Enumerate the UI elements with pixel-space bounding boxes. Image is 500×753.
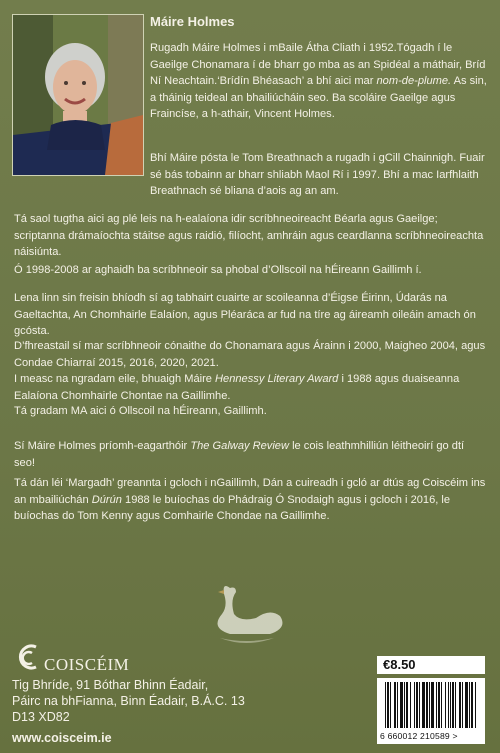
barcode-bar xyxy=(475,682,476,728)
barcode-bar xyxy=(471,682,473,728)
bio-paragraph-3: Tá saol tugtha aici ag plé leis na h-ealaíona idir scríbhneoireacht Béarla agus Gaeilge; scriptanna drámaíochta stáitse agus raidió, filíocht, amhráin agus ceardlanna scríbhneoireachta náisiúnta. xyxy=(14,213,484,259)
barcode-bar xyxy=(448,682,449,728)
barcode-bar xyxy=(431,682,434,728)
bio-paragraph-10: Tá dán léi ‘Margadh’ greannta i gcloch i nGaillimh, Dán a cuireadh i gcló ar dtús ag Coiscéim ins an mbailiúchán Dúrún 1988 le buíochas do Phádraig Ó Snodaigh agus i gcloch i 2016, le buíochas do Tom Kenny agus Comhairle Chondae na Gaillimhe. xyxy=(14,477,486,523)
barcode-bar xyxy=(465,682,468,728)
barcode-bar xyxy=(404,682,405,728)
barcode-bar xyxy=(455,682,456,728)
barcode-bar xyxy=(400,682,403,728)
barcode-bar xyxy=(436,682,437,728)
barcode-bar xyxy=(416,682,418,728)
barcode-number: 6 660012 210589 > xyxy=(380,731,458,741)
barcode-bar xyxy=(462,682,463,728)
barcode-bar xyxy=(450,682,451,728)
barcode-bar xyxy=(397,682,398,728)
barcode-bar xyxy=(469,682,470,728)
barcode-bar xyxy=(445,682,446,728)
swan-emblem-icon xyxy=(200,578,292,648)
publisher-address xyxy=(12,677,245,725)
barcode-bar xyxy=(390,682,391,728)
barcode-bar xyxy=(438,682,440,728)
bio-paragraph-1: Rugadh Máire Holmes i mBaile Átha Cliath i 1952.Tógadh í le Gaeilge Chonamara í de bharr go mba as an Spidéal a máthair, Bríd Ní Neachtain.‘Brídín Bhéasach’ a bhí aici mar nom-de-plume. As sin, a tháinig teideal an bhailiúcháin seo. Ba scoláire Gaeilge agus Fraincíse, a h-athair, Vincent Holmes. xyxy=(150,42,487,121)
bio-paragraph-5: Lena linn sin freisin bhíodh sí ag tabhairt cuairte ar scoileanna d’Éigse Éirinn, Údarás na Gaeltachta, An Chomhairle Ealaíon, agus Pléaráca ar fud na tíre ag áireamh oileáin amach ón gcósta. xyxy=(14,292,476,338)
address-line: D13 XD82 xyxy=(12,710,70,724)
author-name: Máire Holmes xyxy=(150,14,235,29)
coisceim-logo-icon xyxy=(12,641,42,673)
barcode-bar xyxy=(419,682,420,728)
barcode-bar xyxy=(426,682,428,728)
bio-paragraph-8: Tá gradam MA aici ó Ollscoil na hÉireann, Gaillimh. xyxy=(14,405,267,417)
barcode-bar xyxy=(385,682,386,728)
publisher-name: COISCÉIM xyxy=(44,655,130,674)
bio-paragraph-9: Sí Máire Holmes príomh-eagarthóir The Galway Review le cois leathmhilliún léitheoirí go dtí seo! xyxy=(14,440,465,469)
bio-paragraph-4: Ó 1998-2008 ar aghaidh ba scríbhneoir sa phobal d’Ollscoil na hÉireann Gaillimh í. xyxy=(14,264,422,276)
bio-paragraph-2: Bhí Máire pósta le Tom Breathnach a rugadh i gCill Chainnigh. Fuair sé bás tobainn ar bharr shliabh Maol Rí i 1997. Bhí a mac Iarfhlaith Breathnach sé bliana d’aois ag an am. xyxy=(150,152,485,198)
barcode-bar xyxy=(441,682,442,728)
address-line: Tig Bhríde, 91 Bóthar Bhinn Éadair, xyxy=(12,678,209,692)
bio-paragraph-7: I measc na ngradam eile, bhuaigh Máire Hennessy Literary Award i 1988 agus duaiseanna Ealaíona Chomhairle Chontae na Gaillimhe. xyxy=(14,373,460,402)
address-line: Páirc na bhFianna, Binn Éadair, B.Á.C. 13 xyxy=(12,694,245,708)
barcode-bar xyxy=(394,682,396,728)
barcode-bar xyxy=(410,682,411,728)
barcode-bar xyxy=(387,682,389,728)
barcode-bar xyxy=(414,682,415,728)
barcode-bar xyxy=(429,682,430,728)
price-label: €8.50 xyxy=(377,656,485,674)
barcode-bar xyxy=(406,682,408,728)
barcode-bar xyxy=(459,682,461,728)
barcode-bar xyxy=(422,682,425,728)
barcode-bar xyxy=(452,682,454,728)
author-photo xyxy=(12,14,144,176)
publisher-website: www.coisceim.ie xyxy=(12,731,112,745)
bio-paragraph-6: D’fhreastail sí mar scríbhneoir cónaithe do Chonamara agus Árainn i 2000, Maigheo 2004, agus Condae Chiarraí 2015, 2016, 2020, 2021. xyxy=(14,340,486,369)
